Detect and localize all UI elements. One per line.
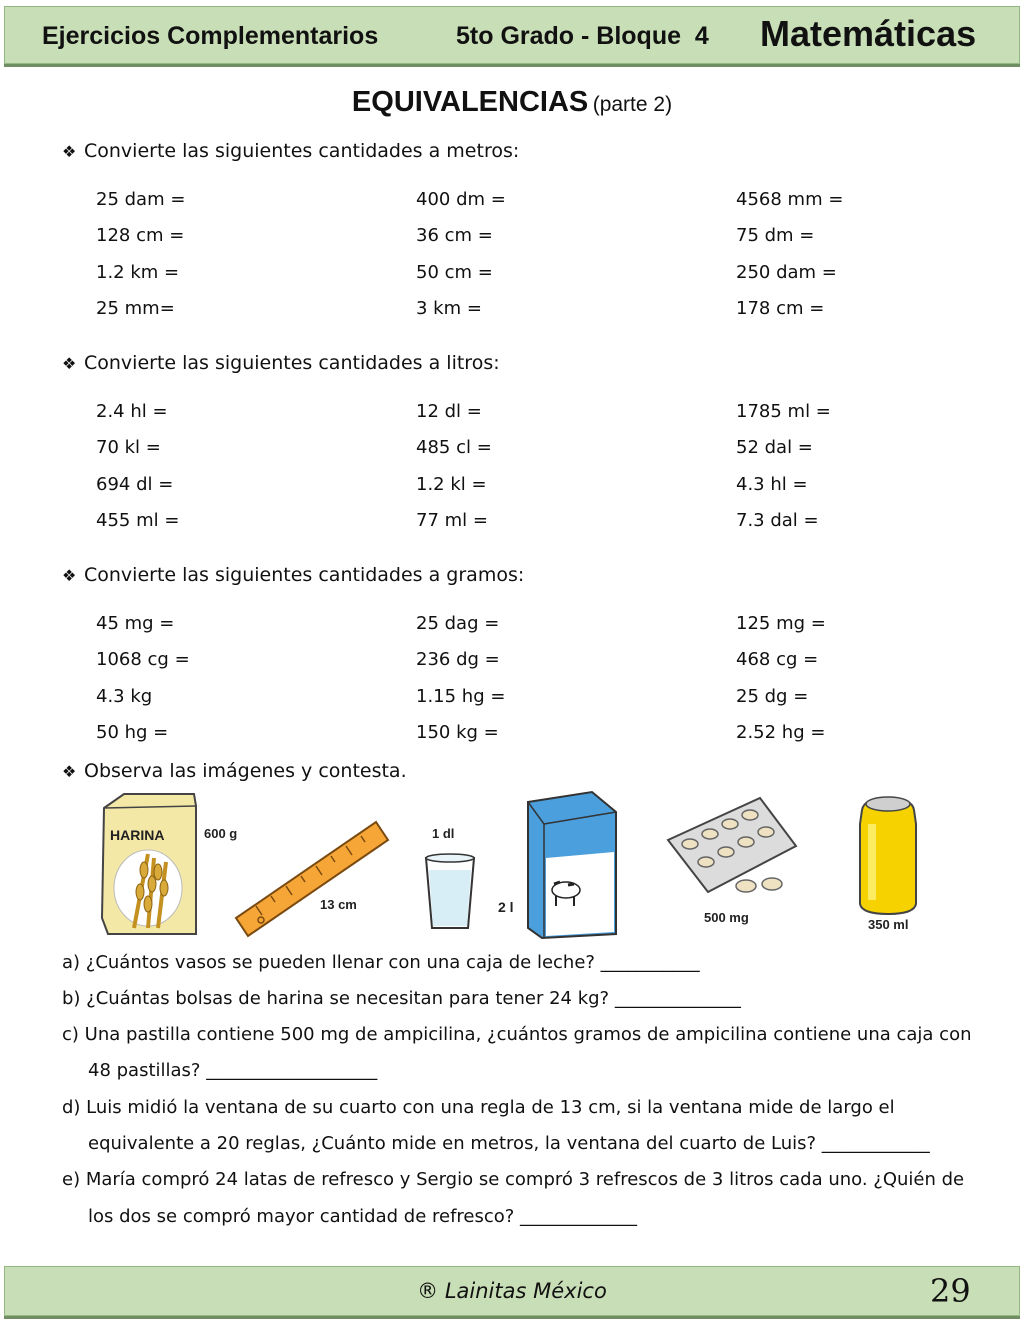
- milk-volume-label: 2 l: [498, 899, 514, 915]
- svg-text:HARINA: HARINA: [110, 827, 165, 843]
- section-heading-grams: ❖ Convierte las siguientes cantidades a gramos:: [62, 564, 525, 586]
- diamond-bullet-icon: ❖: [62, 566, 77, 585]
- question-e: e) María compró 24 latas de refresco y Sergio se compró 3 refrescos de 3 litros cada uno. ¿Quién de: [62, 1169, 965, 1190]
- title-main: EQUIVALENCIAS: [351, 86, 589, 118]
- header-middle: 5to Grado - Bloque 4: [456, 22, 709, 50]
- header-subject: Matemáticas: [760, 13, 977, 54]
- header-left: Ejercicios Complementarios: [42, 22, 379, 50]
- section-heading-meters: ❖ Convierte las siguientes cantidades a metros:: [62, 140, 520, 162]
- soda-can-icon: [860, 797, 916, 914]
- diamond-bullet-icon: ❖: [62, 762, 77, 781]
- question-d-continued: equivalente a 20 reglas, ¿Cuánto mide en metros, la ventana del cuarto de Luis? ____________: [88, 1133, 930, 1154]
- can-volume-label: 350 ml: [868, 917, 909, 932]
- question-c: c) Una pastilla contiene 500 mg de ampicilina, ¿cuántos gramos de ampicilina contiene una caja con: [62, 1024, 972, 1045]
- page-number: 29: [930, 1272, 971, 1310]
- flour-bag-icon: [102, 794, 196, 934]
- question-e-continued: los dos se compró mayor cantidad de refresco? _____________: [88, 1206, 638, 1227]
- exercise-row: 1.2 km = 50 cm = 250 dam =: [96, 262, 837, 283]
- exercise-row: 4.3 kg 1.15 hg = 25 dg =: [96, 686, 809, 707]
- question-c-continued: 48 pastillas? ___________________: [88, 1060, 378, 1081]
- milk-carton-icon: [528, 792, 616, 938]
- page-title: [0, 86, 1024, 119]
- question-d: d) Luis midió la ventana de su cuarto con una regla de 13 cm, si la ventana mide de largo el: [62, 1097, 895, 1118]
- exercise-row: 25 mm= 3 km = 178 cm =: [96, 298, 825, 319]
- glass-volume-label: 1 dl: [432, 826, 455, 841]
- section-heading-liters: ❖ Convierte las siguientes cantidades a litros:: [62, 352, 500, 374]
- question-a: a) ¿Cuántos vasos se pueden llenar con una caja de leche? ___________: [62, 952, 700, 973]
- exercise-row: 128 cm = 36 cm = 75 dm =: [96, 225, 815, 246]
- exercise-row: 455 ml = 77 ml = 7.3 dal =: [96, 510, 819, 531]
- pill-dose-label: 500 mg: [704, 910, 749, 925]
- diamond-bullet-icon: ❖: [62, 142, 77, 161]
- illustration-strip: [96, 788, 926, 946]
- exercise-row: 70 kl = 485 cl = 52 dal =: [96, 437, 813, 458]
- exercise-row: 25 dam = 400 dm = 4568 mm =: [96, 189, 844, 210]
- ruler-length-label: 13 cm: [320, 897, 357, 912]
- exercise-row: 2.4 hl = 12 dl = 1785 ml =: [96, 401, 831, 422]
- section-heading-observe: ❖ Observa las imágenes y contesta.: [62, 760, 407, 782]
- question-b: b) ¿Cuántas bolsas de harina se necesitan para tener 24 kg? ______________: [62, 988, 741, 1009]
- footer-credit: ® Lainitas México: [417, 1279, 607, 1303]
- flour-weight-label: 600 g: [204, 826, 238, 841]
- exercise-row: 45 mg = 25 dag = 125 mg =: [96, 613, 826, 634]
- diamond-bullet-icon: ❖: [62, 354, 77, 373]
- ruler-icon: [236, 822, 388, 936]
- exercise-row: 50 hg = 150 kg = 2.52 hg =: [96, 722, 826, 743]
- pills-blister-icon: [668, 798, 796, 892]
- glass-icon: [426, 854, 474, 928]
- exercise-row: 1068 cg = 236 dg = 468 cg =: [96, 649, 819, 670]
- exercise-row: 694 dl = 1.2 kl = 4.3 hl =: [96, 474, 808, 495]
- title-sub: (parte 2): [592, 93, 673, 116]
